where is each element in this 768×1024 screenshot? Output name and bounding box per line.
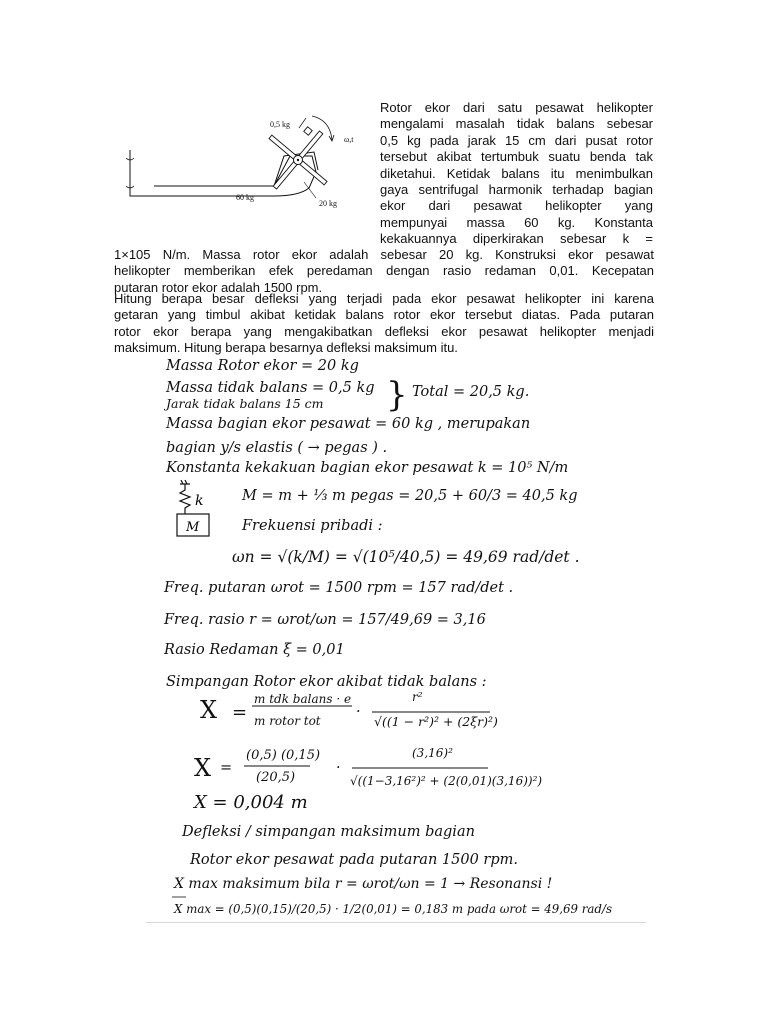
tail-rotor — [269, 131, 327, 189]
solution-line: Simpangan Rotor ekor akibat tidak balans : — [166, 674, 487, 690]
problem-line: gaya sentrifugal harmonik terhadap bagian — [380, 181, 653, 197]
problem-line: helikopter memberikan efek peredaman dengan rasio redaman 0,01. Kecepatan — [114, 263, 654, 279]
problem-line: tersebut akibat tertumbuk suatu benda tak — [380, 149, 653, 165]
x2-numerator: (0,5) (0,15) — [246, 748, 321, 763]
problem-line: 0,5 kg pada jarak 15 cm dari pusat rotor — [380, 132, 653, 148]
problem-text-right — [380, 100, 653, 248]
document-page: 0,5 kg ω,t 60 kg 20 kg Rotor ekor dari satu pesawat helikopter mengalami masalah tidak balans sebesar 0,5 kg pada jarak 15 cm dari pusat rotor tersebut akibat tertumbuk suatu benda tak diketahui. Ketidak balans itu menimbulkan gaya sentrifugal harmonik terhadap bagian ekor dari pesawat helikopter yang mempunyai massa 60 kg. Konstanta kekakuannya diperkirakan sebesar k = 1×105 N/m. Massa rotor ekor adalah sebesar 20 kg. Konstruksi ekor pesawat helikopter memberikan efek peredaman dengan rasio redaman 0,01. Kecepatan putaran rotor ekor adalah 1500 rpm. Hitung berapa besar defleksi yang terjadi pada ekor pesawat helikopter ini karena getaran yang timbul akibat ketidak balans rotor ekor tersebut diatas. Pada putaran rotor ekor berapa yang mengakibatkan defleksi ekor pesawat helikopter menjadi maksimum. Hitung berapa besarnya defleksi maksimum itu. Massa Rotor ekor = 20 kg Massa tidak balans = 0,5 kg Jarak tidak balans 15 cm } Total = 20,5 kg. Massa bagian ekor pesawat = 60 kg , merupakan bagian y/s elastis ( → pegas ) . Konstanta kekakuan bagian ekor pesawat k = 10⁵ N/m M = m + ⅓ m pegas = 20,5 + 60/3 = 40,5 kg Frekuensi pribadi : ωn = √(k/M) = √(10⁵/40,5) = 49,69 rad/det . Freq. putaran ωrot = 1500 rpm = 157 rad/det . Freq. rasio r = ωrot/ωn = 157/49,69 = 3,16 Rasio Redaman ξ = 0,01 Simpangan Rotor ekor akibat tidak balans : X = m tdk balans · e m rotor tot · r² √((1 − r²)² + (2ξr)²) X = (0,5) (0,15) (20,5) · (3,16)² √((1−3,16²)² + (2(0,01)(3,16))²) X = 0,004 m Defleksi / simpangan maksimum bagian Rotor ekor pesawat pada putaran 1500 rpm. X max maksimum bila r = ωrot/ωn = 1 → Resonansi ! X max = (0,5)(0,15)/(20,5) · 1/2(0,01) = 0,183 m pada ωrot = 49,69 rad/s k M — [0, 0, 768, 1024]
spring-label: k — [195, 493, 204, 509]
problem-line: putaran rotor ekor adalah 1500 rpm. — [114, 279, 323, 295]
solution-line: Massa tidak balans = 0,5 kg — [166, 380, 375, 396]
question-line: Hitung berapa besar defleksi yang terjadi pada ekor pesawat helikopter ini karena — [114, 291, 654, 306]
solution-line: M = m + ⅓ m pegas = 20,5 + 60/3 = 40,5 kg — [242, 488, 578, 504]
solution-line: Massa bagian ekor pesawat = 60 kg , merupakan — [166, 416, 531, 432]
brace: } — [386, 375, 408, 415]
solution-line: Rasio Redaman ξ = 0,01 — [164, 642, 345, 658]
solution-line: Konstanta kekakuan bagian ekor pesawat k = 10⁵ N/m — [166, 460, 569, 476]
mass-label: M — [186, 520, 200, 535]
x2-frac2-den: √((1−3,16²)² + (2(0,01)(3,16))²) — [350, 774, 543, 788]
spring-mass-sketch — [177, 480, 209, 536]
solution-line: bagian y/s elastis ( → pegas ) . — [166, 440, 388, 456]
label-rotor-mass: 20 kg — [319, 199, 337, 208]
helicopter-tail-figure — [124, 110, 374, 220]
solution-line: Freq. putaran ωrot = 1500 rpm = 157 rad/det . — [164, 580, 514, 596]
problem-line: mengalami masalah tidak balans sebesar — [380, 116, 653, 132]
solution-line: Freq. rasio r = ωrot/ωn = 157/49,69 = 3,16 — [164, 612, 486, 628]
problem-line: Rotor ekor dari satu pesawat helikopter — [380, 100, 653, 115]
question-line: maksimum. Hitung berapa besarnya defleksi maksimum itu. — [114, 340, 458, 356]
question-line: rotor ekor berapa yang mengakibatkan defleksi ekor pesawat helikopter menjadi — [114, 323, 654, 339]
bottom-rule — [146, 922, 646, 923]
solution-line: Frekuensi pribadi : — [242, 518, 383, 534]
solution-line: Defleksi / simpangan maksimum bagian — [182, 824, 475, 840]
solution-line: X max = (0,5)(0,15)/(20,5) · 1/2(0,01) = 0,183 m pada ωrot = 49,69 rad/s — [174, 902, 613, 916]
solution-line: Massa Rotor ekor = 20 kg — [166, 358, 359, 374]
x2-frac2-num: (3,16)² — [412, 746, 453, 760]
problem-line: 1×105 N/m. Massa rotor ekor adalah sebesar 20 kg. Konstruksi ekor pesawat — [114, 247, 654, 262]
solution-total: Total = 20,5 kg. — [412, 384, 530, 400]
solution-line: Jarak tidak balans 15 cm — [166, 396, 324, 411]
problem-line: kekakuannya diperkirakan sebesar k = — [380, 231, 653, 247]
x2-denominator: (20,5) — [256, 770, 296, 785]
label-unbalance: 0,5 kg — [270, 120, 290, 129]
x1-numerator: m tdk balans · e — [254, 692, 352, 706]
question-text — [114, 291, 654, 357]
problem-line: mempunyai massa 60 kg. Konstanta — [380, 214, 653, 230]
x-result: X = 0,004 m — [194, 792, 308, 813]
solution-line: X max maksimum bila r = ωrot/ωn = 1 → Resonansi ! — [174, 876, 553, 892]
label-omega: ω,t — [344, 135, 354, 144]
unbalance-mass — [304, 127, 312, 135]
problem-line: ekor dari pesawat helikopter yang — [380, 198, 653, 214]
x1-denominator: m rotor tot — [254, 714, 321, 728]
label-tail-mass: 60 kg — [236, 193, 254, 202]
x1-frac2-den: √((1 − r²)² + (2ξr)²) — [374, 714, 498, 729]
solution-line: ωn = √(k/M) = √(10⁵/40,5) = 49,69 rad/det . — [232, 548, 580, 566]
x1-frac2-num: r² — [412, 690, 423, 704]
x-symbol: X — [200, 696, 218, 724]
solution-line: Rotor ekor pesawat pada putaran 1500 rpm. — [190, 852, 518, 868]
problem-text-full — [114, 247, 654, 296]
question-line: getaran yang timbul akibat ketidak balans rotor ekor tersebut diatas. Pada putaran — [114, 307, 654, 323]
problem-line: diketahui. Ketidak balans itu menimbulkan — [380, 165, 653, 181]
